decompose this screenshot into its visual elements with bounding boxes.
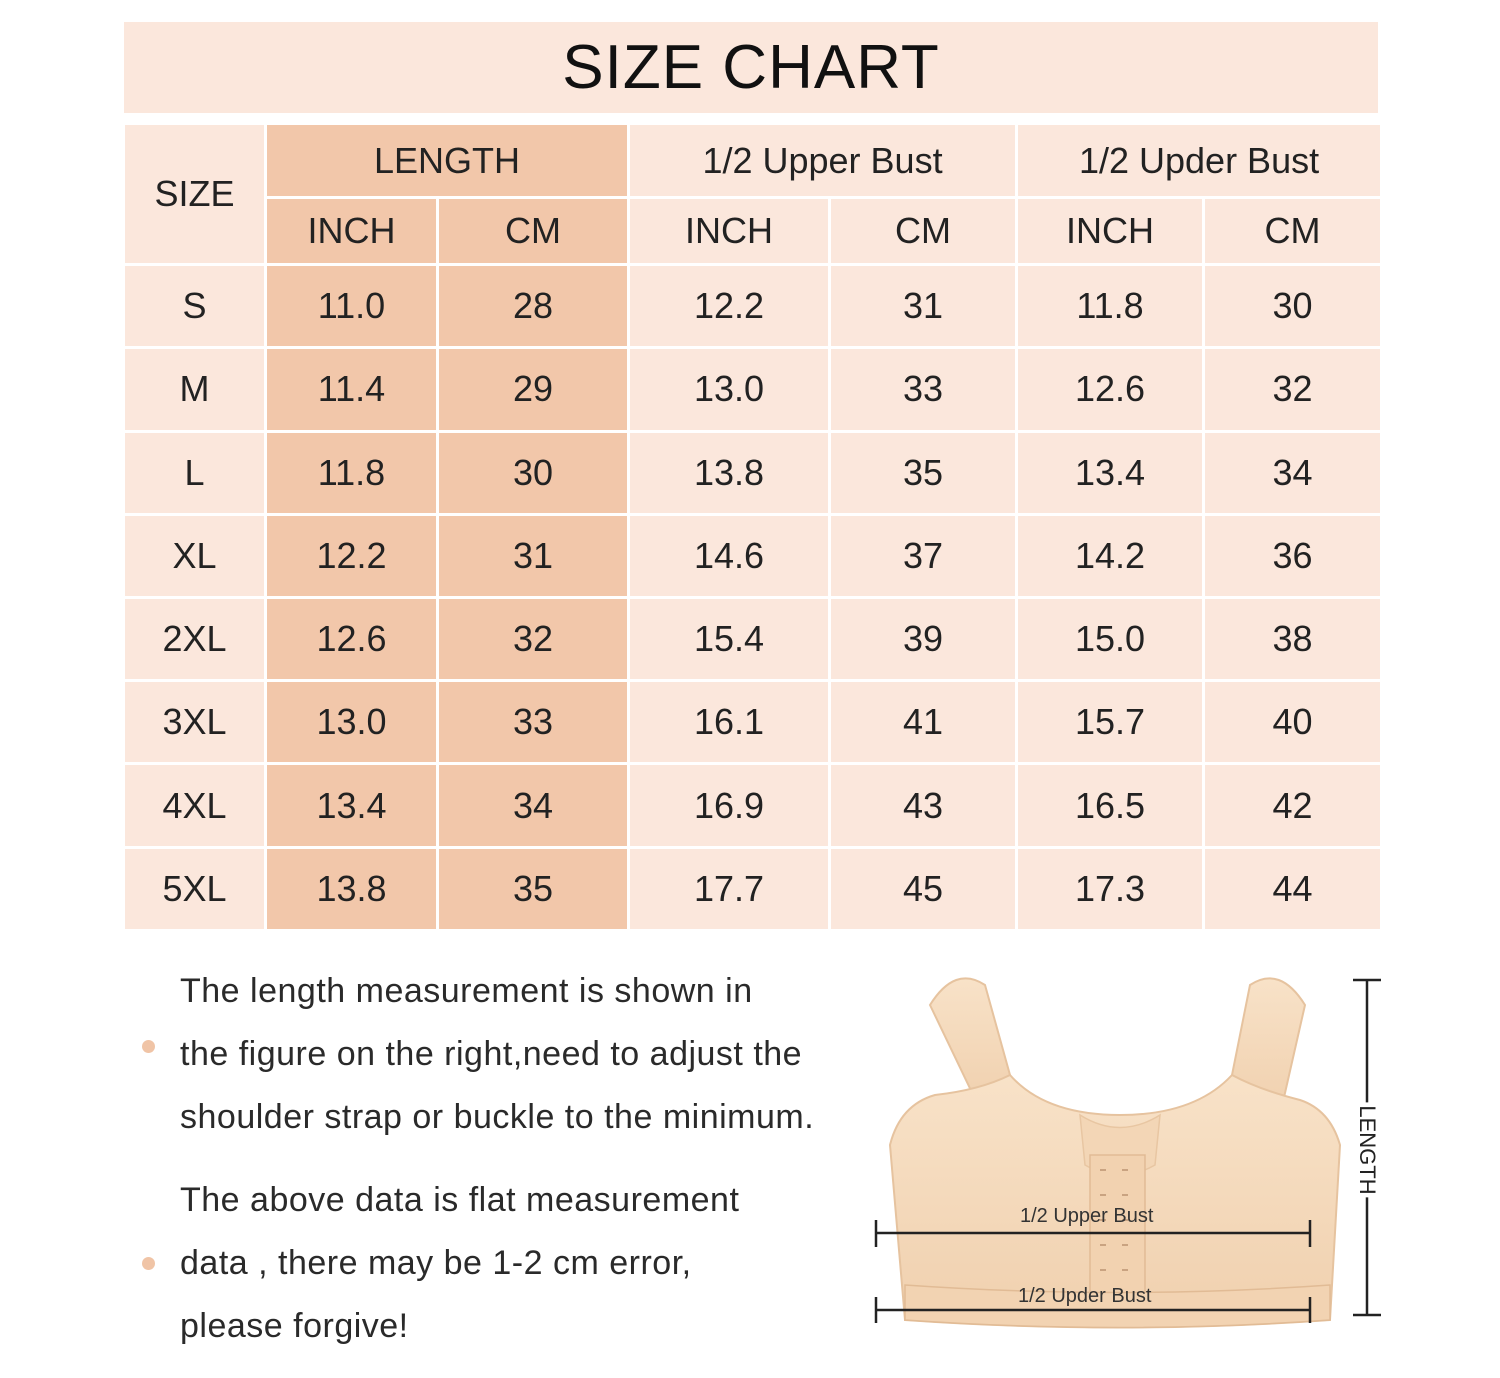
- bullet-dot-icon: [142, 1257, 155, 1270]
- value-cell: 14.6: [629, 514, 830, 597]
- value-cell: 39: [830, 598, 1017, 681]
- size-cell: M: [124, 348, 266, 431]
- value-cell: 30: [438, 431, 629, 514]
- unit-header: CM: [1204, 198, 1382, 265]
- note-line: The length measurement is shown in: [180, 972, 753, 1010]
- upper-bust-label: 1/2 Upper Bust: [1020, 1205, 1154, 1227]
- note-line: shoulder strap or buckle to the minimum.: [180, 1098, 815, 1136]
- upper-bust-header: 1/2 Upper Bust: [629, 124, 1017, 198]
- unit-header: INCH: [266, 198, 438, 265]
- value-cell: 15.4: [629, 598, 830, 681]
- value-cell: 30: [1204, 265, 1382, 348]
- length-label: LENGTH: [1354, 1102, 1380, 1197]
- value-cell: 13.4: [266, 764, 438, 847]
- value-cell: 45: [830, 847, 1017, 930]
- table-row: [124, 265, 1382, 348]
- value-cell: 31: [438, 514, 629, 597]
- value-cell: 31: [830, 265, 1017, 348]
- value-cell: 37: [830, 514, 1017, 597]
- value-cell: 13.4: [1017, 431, 1204, 514]
- unit-header: INCH: [629, 198, 830, 265]
- note-line: data , there may be 1-2 cm error,: [180, 1244, 692, 1282]
- size-cell: XL: [124, 514, 266, 597]
- value-cell: 29: [438, 348, 629, 431]
- bra-illustration: [860, 965, 1380, 1335]
- value-cell: 11.0: [266, 265, 438, 348]
- table-row: [124, 764, 1382, 847]
- size-cell: S: [124, 265, 266, 348]
- page-title: SIZE CHART: [562, 33, 940, 102]
- under-bust-label: 1/2 Upder Bust: [1018, 1285, 1152, 1307]
- value-cell: 12.6: [266, 598, 438, 681]
- size-cell: 4XL: [124, 764, 266, 847]
- size-header: SIZE: [124, 124, 266, 265]
- length-header: LENGTH: [266, 124, 629, 198]
- value-cell: 11.4: [266, 348, 438, 431]
- value-cell: 36: [1204, 514, 1382, 597]
- size-cell: 3XL: [124, 681, 266, 764]
- value-cell: 43: [830, 764, 1017, 847]
- unit-header: CM: [438, 198, 629, 265]
- value-cell: 41: [830, 681, 1017, 764]
- value-cell: 35: [830, 431, 1017, 514]
- value-cell: 33: [830, 348, 1017, 431]
- table-row: [124, 681, 1382, 764]
- value-cell: 16.9: [629, 764, 830, 847]
- size-cell: 5XL: [124, 847, 266, 930]
- note-line: The above data is flat measurement: [180, 1181, 740, 1219]
- under-bust-header: 1/2 Upder Bust: [1017, 124, 1382, 198]
- value-cell: 32: [438, 598, 629, 681]
- table-row: [124, 514, 1382, 597]
- value-cell: 13.8: [266, 847, 438, 930]
- value-cell: 42: [1204, 764, 1382, 847]
- note-line: the figure on the right,need to adjust the: [180, 1035, 803, 1073]
- value-cell: 33: [438, 681, 629, 764]
- value-cell: 11.8: [266, 431, 438, 514]
- note-item: [130, 1169, 870, 1358]
- bullet-dot-icon: [142, 1040, 155, 1053]
- unit-header: CM: [830, 198, 1017, 265]
- value-cell: 12.6: [1017, 348, 1204, 431]
- value-cell: 35: [438, 847, 629, 930]
- table-row: [124, 431, 1382, 514]
- value-cell: 14.2: [1017, 514, 1204, 597]
- value-cell: 12.2: [266, 514, 438, 597]
- value-cell: 34: [1204, 431, 1382, 514]
- title-banner: [124, 22, 1378, 113]
- value-cell: 13.0: [266, 681, 438, 764]
- note-line: please forgive!: [180, 1307, 409, 1345]
- note-item: [130, 960, 870, 1149]
- length-label-box: [1342, 1100, 1392, 1200]
- value-cell: 17.7: [629, 847, 830, 930]
- value-cell: 34: [438, 764, 629, 847]
- size-table: [122, 122, 1383, 932]
- value-cell: 32: [1204, 348, 1382, 431]
- table-row: [124, 847, 1382, 930]
- value-cell: 44: [1204, 847, 1382, 930]
- value-cell: 17.3: [1017, 847, 1204, 930]
- value-cell: 15.0: [1017, 598, 1204, 681]
- value-cell: 38: [1204, 598, 1382, 681]
- value-cell: 11.8: [1017, 265, 1204, 348]
- notes-section: [130, 960, 870, 1378]
- size-cell: 2XL: [124, 598, 266, 681]
- table-row: [124, 598, 1382, 681]
- size-cell: L: [124, 431, 266, 514]
- table-row: [124, 348, 1382, 431]
- value-cell: 16.1: [629, 681, 830, 764]
- value-cell: 15.7: [1017, 681, 1204, 764]
- value-cell: 12.2: [629, 265, 830, 348]
- value-cell: 13.8: [629, 431, 830, 514]
- unit-header: INCH: [1017, 198, 1204, 265]
- value-cell: 40: [1204, 681, 1382, 764]
- value-cell: 16.5: [1017, 764, 1204, 847]
- value-cell: 13.0: [629, 348, 830, 431]
- value-cell: 28: [438, 265, 629, 348]
